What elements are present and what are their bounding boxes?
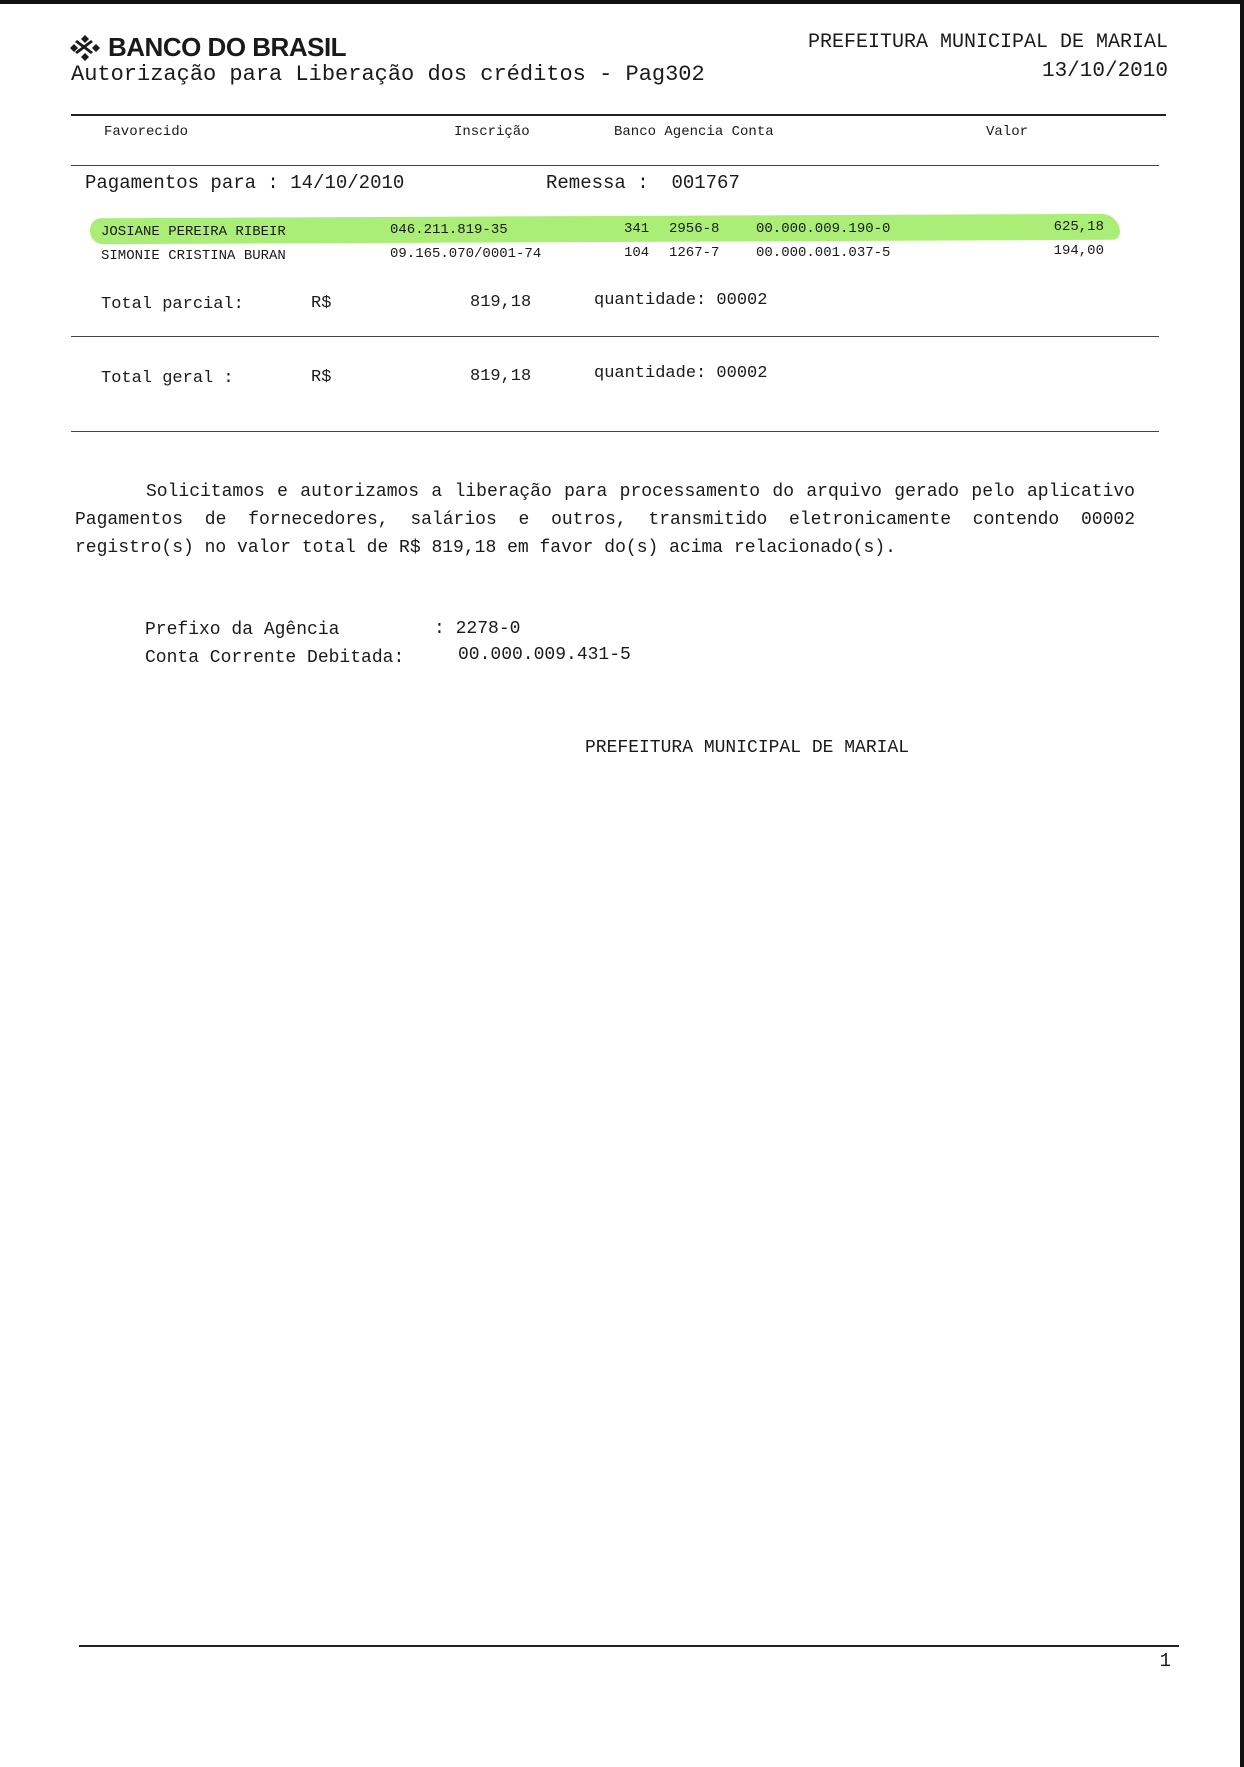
total-parcial-currency: R$ [311, 294, 332, 313]
page-number: 1 [1159, 1650, 1171, 1672]
column-header-inscricao: Inscrição [454, 124, 530, 140]
header-date: 13/10/2010 [1041, 60, 1168, 83]
authorization-text: Solicitamos e autorizamos a liberação para processamento do arquivo gerado pelo aplicativo Pagamentos de fornecedores, salários e outros, transmitido eletronicamente contendo 00002 registro(s) no valor total de R$ 819,18 em favor do(s) acima relacionado(s). [75, 482, 1135, 558]
divider [71, 114, 1166, 116]
column-header-favorecido: Favorecido [104, 124, 189, 140]
scan-right-border [1240, 0, 1244, 1767]
total-parcial-quantidade: quantidade: 00002 [594, 291, 768, 310]
prefixo-value-line: : 2278-0 [434, 619, 521, 639]
row-inscricao: 09.165.070/0001-74 [390, 246, 542, 262]
total-geral-quantidade: quantidade: 00002 [594, 364, 768, 383]
row-conta: 00.000.001.037-5 [756, 245, 891, 261]
divider [71, 165, 1159, 166]
document-title: Autorização para Liberação dos créditos - Pag302 [71, 62, 705, 87]
row-conta: 00.000.009.190-0 [756, 221, 891, 237]
row-inscricao: 046.211.819-35 [390, 222, 508, 238]
prefixo-label: Prefixo da Agência [145, 620, 340, 640]
conta-value: 00.000.009.431-5 [458, 645, 631, 665]
banco-do-brasil-logo-icon [70, 35, 100, 61]
row-banco: 104 [624, 245, 650, 261]
divider [71, 431, 1159, 432]
row-valor: 625,18 [1053, 219, 1104, 235]
total-geral-currency: R$ [311, 368, 332, 387]
row-name: JOSIANE PEREIRA RIBEIR [101, 224, 286, 240]
signature-organization: PREFEITURA MUNICIPAL DE MARIAL [585, 738, 910, 758]
authorization-paragraph [75, 478, 1135, 562]
column-header-banco-agencia-conta: Banco Agencia Conta [614, 124, 774, 140]
total-parcial-label: Total parcial: [101, 295, 244, 314]
bank-logo [70, 32, 346, 63]
total-parcial-value: 819,18 [470, 293, 532, 312]
row-name: SIMONIE CRISTINA BURAN [101, 248, 286, 264]
bank-name: BANCO DO BRASIL [108, 32, 347, 62]
pagamentos-para-label: Pagamentos para : 14/10/2010 [85, 172, 405, 194]
column-header-valor: Valor [986, 124, 1029, 140]
total-geral-value: 819,18 [470, 367, 532, 386]
conta-label: Conta Corrente Debitada: [145, 648, 405, 668]
header-organization: PREFEITURA MUNICIPAL DE MARIAL [807, 31, 1168, 54]
remessa-label: Remessa : 001767 [546, 172, 740, 194]
footer-divider [79, 1645, 1179, 1647]
prefixo-value: 2278-0 [455, 619, 521, 639]
divider [71, 336, 1159, 337]
remessa-number: 001767 [671, 172, 740, 194]
pagamentos-date: 14/10/2010 [290, 172, 405, 194]
row-valor: 194,00 [1053, 243, 1104, 259]
total-geral-label: Total geral : [101, 369, 234, 388]
row-banco: 341 [624, 221, 650, 237]
row-agencia: 1267-7 [669, 245, 720, 261]
row-agencia: 2956-8 [669, 221, 720, 237]
scan-top-border [0, 0, 1244, 4]
